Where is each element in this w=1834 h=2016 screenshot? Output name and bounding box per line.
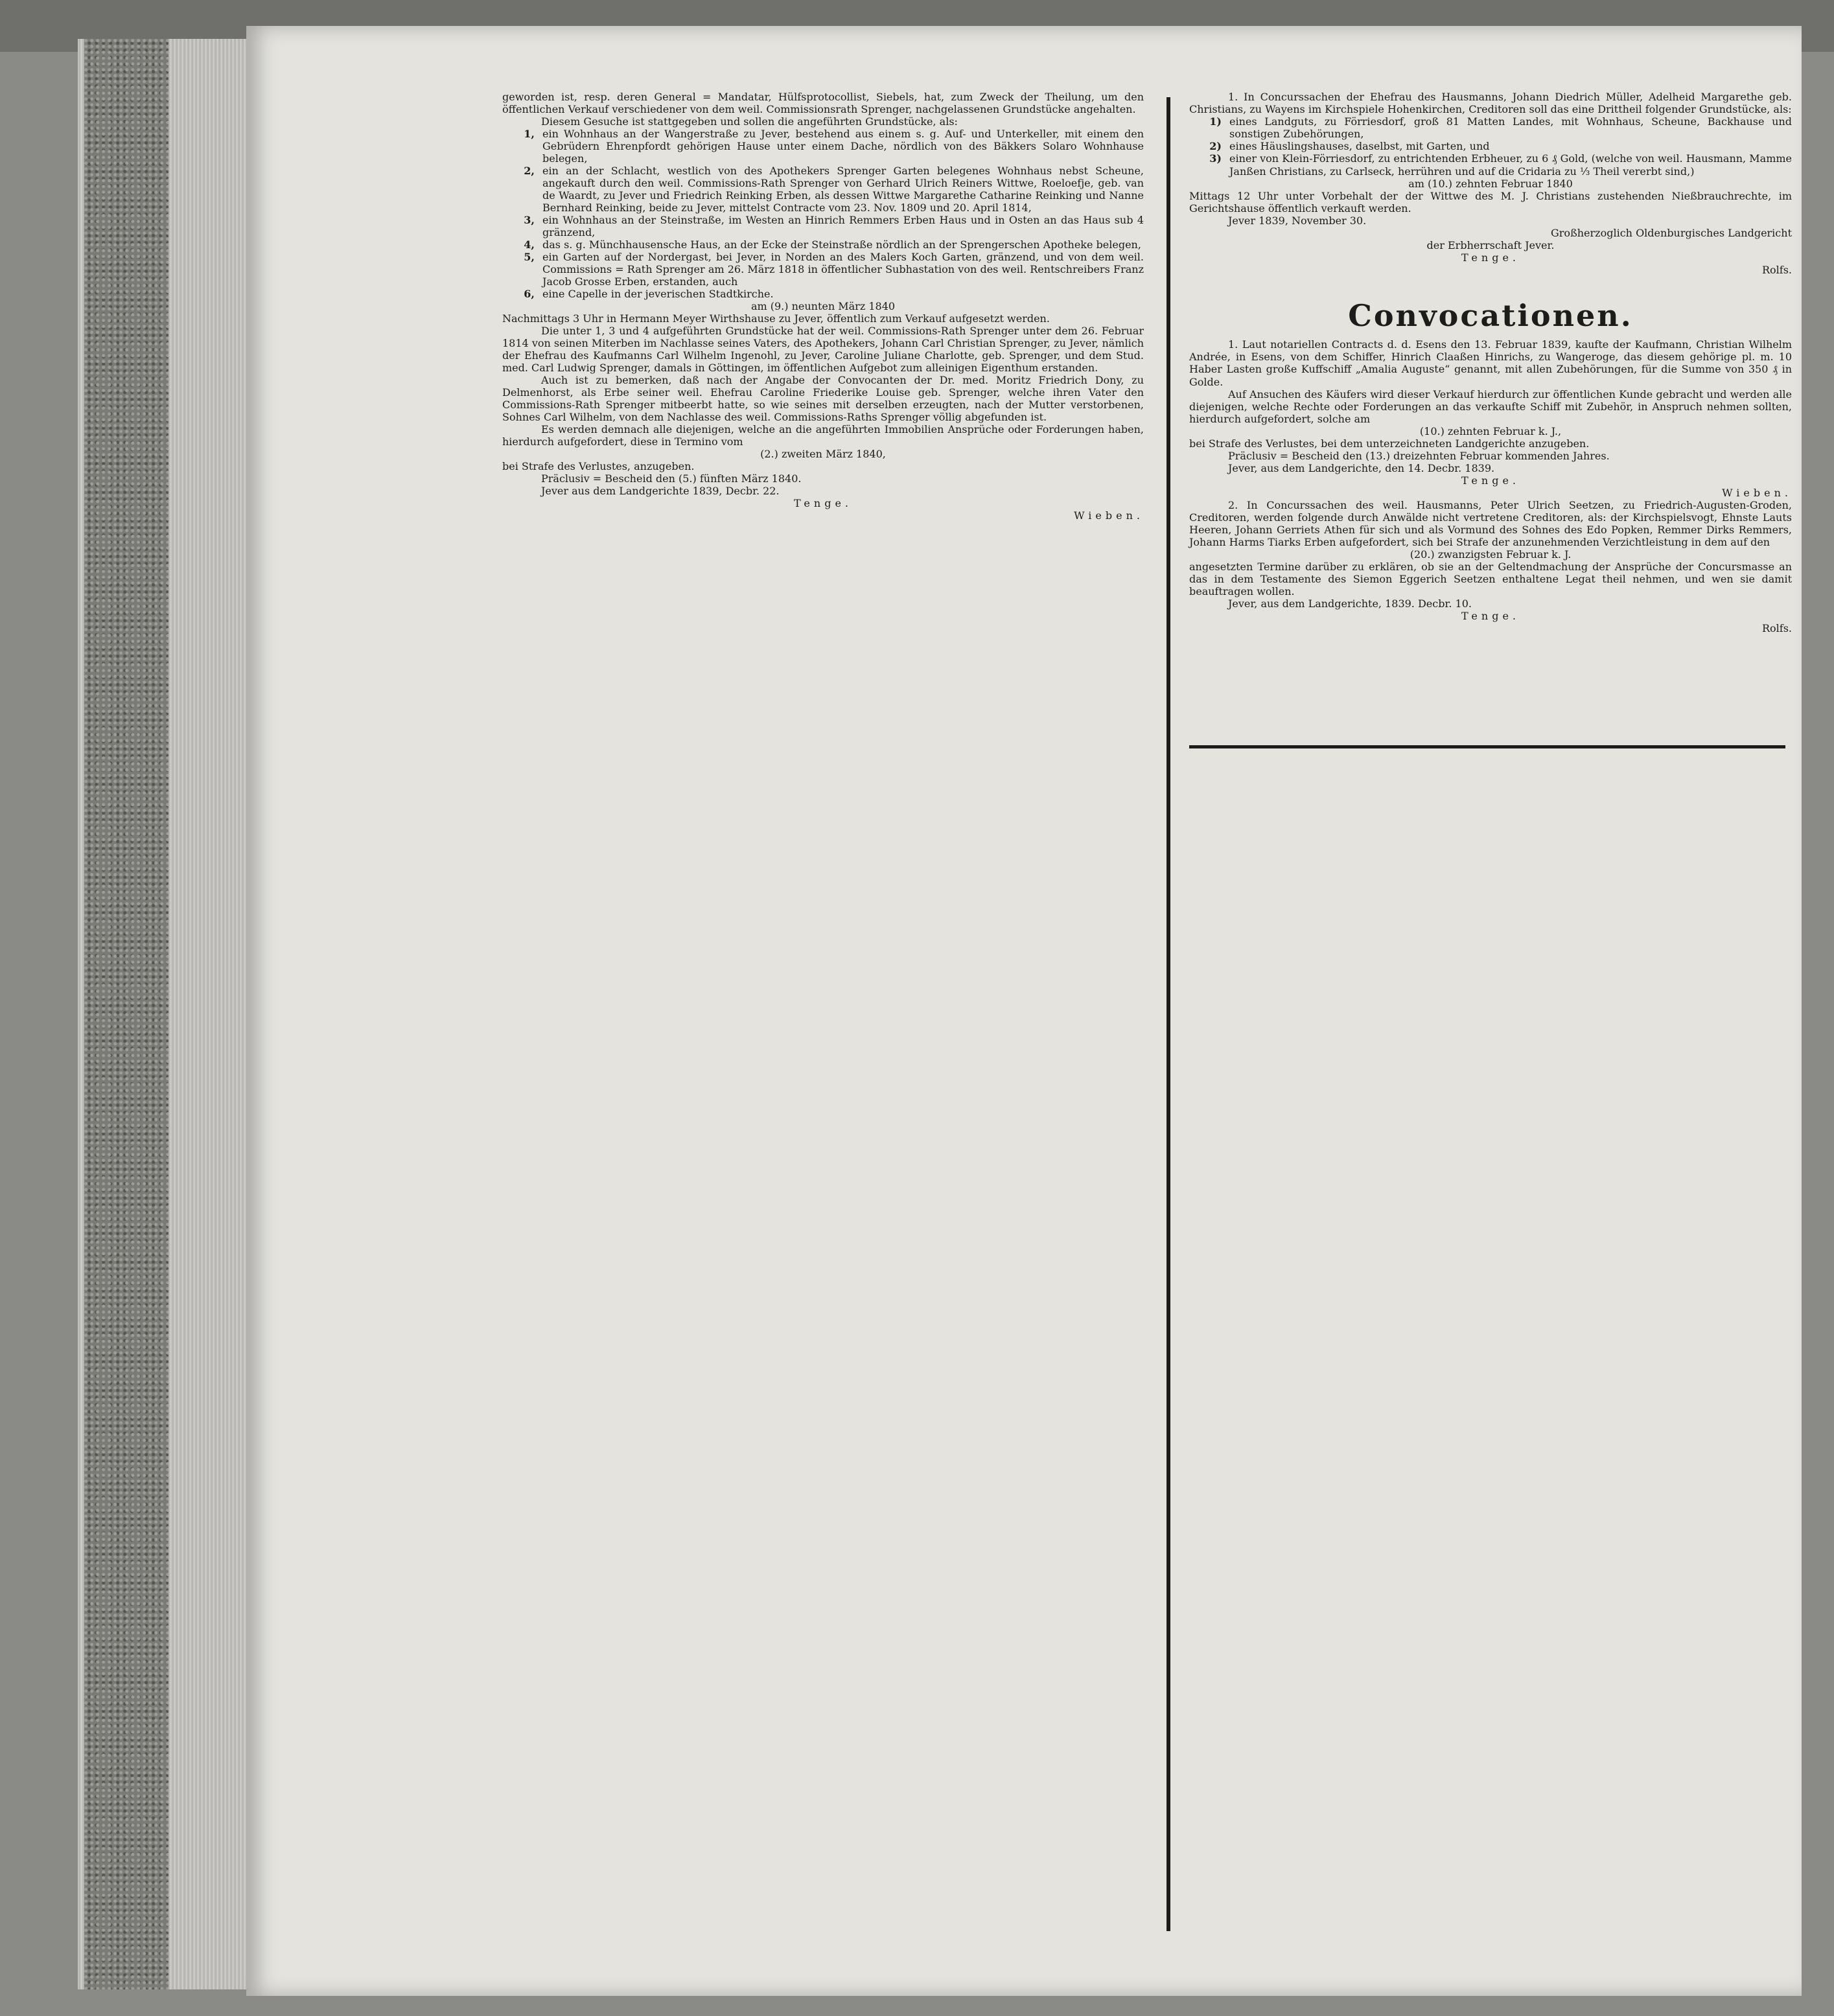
auction-date: am (10.) zehnten Februar 1840 bbox=[1408, 178, 1573, 190]
place-date: Jever 1839, November 30. bbox=[1228, 214, 1367, 227]
item-text: einer von Klein-Förriesdorf, zu entrichtenden Erbheuer, zu 6 ₰ Gold, (welche von weil. Hausmann, Mamme Janßen Christians, zu Carlseck, herrühren und auf die Cridaria zu ⅓ Theil vererbt sind,) bbox=[1229, 152, 1792, 178]
left-paragraph: Die unter 1, 3 und 4 aufgeführten Grundstücke hat der weil. Commissions-Rath Sprenger unter dem 26. Februar 1814 von seinen Miterben im Nachlasse seines Vaters, des Apothekers, Johann Carl Christian Sprenger, zu Jever, nämlich der Ehefrau des Kaufmanns Carl Wilhelm Ingenohl, zu Jever, Caroline Juliane Charlotte, geb. Sprenger, und dem Stud. med. Carl Ludwig Sprenger, damals in Göttingen, im öffentlichen Aufgebot zum alleinigen Eigenthum erstanden. bbox=[502, 325, 1144, 374]
property-item bbox=[502, 128, 1144, 165]
item-number: 3, bbox=[524, 214, 535, 226]
item-number: 3) bbox=[1209, 152, 1222, 165]
property-item bbox=[502, 238, 1144, 251]
property-item bbox=[502, 165, 1144, 214]
court-name: Großherzoglich Oldenburgisches Landgericht bbox=[1551, 227, 1792, 239]
property-item bbox=[1189, 152, 1792, 178]
item-number: 6, bbox=[524, 288, 535, 300]
preclusion-notice: Präclusiv = Bescheid den (13.) dreizehnten Februar kommenden Jahres. bbox=[1228, 450, 1610, 462]
right-paragraph: 1. In Concurssachen der Ehefrau des Hausmanns, Johann Diedrich Müller, Adelheid Margarethe geb. Christians, zu Wayens im Kirchspiele Hohenkirchen, Creditoren soll das eine Drittheil folgender Grundstücke, als: bbox=[1189, 91, 1792, 115]
left-paragraph: bei Strafe des Verlustes, anzugeben. bbox=[502, 460, 695, 472]
item-number: 1, bbox=[524, 128, 535, 140]
left-column bbox=[502, 91, 1144, 522]
item-number: 1) bbox=[1209, 115, 1222, 128]
item-number: 2, bbox=[524, 165, 535, 177]
signature: Wieben. bbox=[1074, 509, 1144, 522]
court-name: der Erbherrschaft Jever. bbox=[1426, 239, 1555, 251]
section-heading: Convocationen. bbox=[1348, 298, 1633, 333]
right-paragraph: bei Strafe des Verlustes, bei dem unterzeichneten Landgerichte anzugeben. bbox=[1189, 437, 1590, 450]
item-text: eines Häuslingshauses, daselbst, mit Garten, und bbox=[1229, 140, 1490, 152]
term-date: (20.) zwanzigsten Februar k. J. bbox=[1410, 548, 1572, 561]
item-text: ein an der Schlacht, westlich von des Apothekers Sprenger Garten belegenes Wohnhaus nebst Scheune, angekauft durch den weil. Commissions-Rath Sprenger von Gerhard Ulrich Reiners Wittwe, Roeloefje, geb. van de Waardt, zu Jever und Friedrich Reinking Erben, als dessen Wittwe Margarethe Catharine Reinking und Nanne Bernhard Reinking, beide zu Jever, mittelst Contracte vom 23. Nov. 1809 und 20. April 1814, bbox=[542, 165, 1144, 214]
preclusion-notice: Präclusiv = Bescheid den (5.) fünften März 1840. bbox=[541, 472, 802, 485]
item-text: das s. g. Münchhausensche Haus, an der Ecke der Steinstraße nördlich an der Sprengerschen Apotheke belegen, bbox=[542, 238, 1141, 251]
property-item bbox=[1189, 115, 1792, 140]
signature: Rolfs. bbox=[1761, 264, 1792, 276]
place-date: Jever aus dem Landgerichte 1839, Decbr. 22. bbox=[541, 485, 780, 497]
column-divider bbox=[1167, 97, 1170, 1931]
item-number: 5, bbox=[524, 251, 535, 263]
left-paragraph: Diesem Gesuche ist stattgegeben und sollen die angeführten Grundstücke, als: bbox=[541, 115, 958, 128]
right-paragraph: 2. In Concurssachen des weil. Hausmanns, Peter Ulrich Seetzen, zu Friedrich-Augusten-Groden, Creditoren, werden folgende durch Anwälde nicht vertretene Creditoren, als: der Kirchspielsvogt, Ehnste Lauts Heeren, Johann Gerriets Athen für sich und als Vormund des Sohnes des Edo Popken, Remmer Dirks Remmers, Johann Harms Tiarks Erben aufgefordert, sich bei Strafe der anzunehmenden Verzichtleistung in dem auf den bbox=[1189, 499, 1792, 548]
signature: Rolfs. bbox=[1761, 622, 1792, 634]
signature: Tenge. bbox=[1461, 610, 1520, 622]
item-text: ein Wohnhaus an der Wangerstraße zu Jever, bestehend aus einem s. g. Auf- und Unterkeller, mit einem den Gebrüdern Ehrenpfordt gehörigen Hause unter einem Dache, nördlich von des Bäkkers Solaro Wohnhause belegen, bbox=[542, 128, 1144, 165]
left-paragraph: Nachmittags 3 Uhr in Hermann Meyer Wirthshause zu Jever, öffentlich zum Verkauf aufgesetzt werden. bbox=[502, 312, 1050, 325]
signature: Tenge. bbox=[794, 497, 852, 509]
right-column bbox=[1189, 91, 1792, 634]
signature: Tenge. bbox=[1461, 474, 1520, 487]
term-date: (2.) zweiten März 1840, bbox=[760, 448, 886, 460]
signature: Wieben. bbox=[1722, 487, 1792, 499]
right-paragraph: Auf Ansuchen des Käufers wird dieser Verkauf hierdurch zur öffentlichen Kunde gebracht und werden alle diejenigen, welche Rechte oder Forderungen an das verkaufte Schiff mit Zubehör, in Anspruch nehmen sollten, hierdurch aufgefordert, solche am bbox=[1189, 388, 1792, 425]
item-text: ein Wohnhaus an der Steinstraße, im Westen an Hinrich Remmers Erben Haus und in Osten an das Haus sub 4 gränzend, bbox=[542, 214, 1144, 238]
item-number: 4, bbox=[524, 238, 535, 251]
right-paragraph: Mittags 12 Uhr unter Vorbehalt der der Wittwe des M. J. Christians zustehenden Nießbrauchrechte, im Gerichtshause öffentlich verkauft werden. bbox=[1189, 190, 1792, 214]
item-text: eines Landguts, zu Förriesdorf, groß 81 Matten Landes, mit Wohnhaus, Scheune, Backhause und sonstigen Zubehörungen, bbox=[1229, 115, 1792, 140]
item-text: ein Garten auf der Nordergast, bei Jever, in Norden an des Malers Koch Garten, gränzend, und von dem weil. Commissions = Rath Sprenger am 26. März 1818 in öffentlicher Subhastation von des weil. Rentschreibers Franz Jacob Grosse Erben, erstanden, auch bbox=[542, 251, 1144, 288]
left-paragraph: geworden ist, resp. deren General = Mandatar, Hülfsprotocollist, Siebels, hat, zum Zweck der Theilung, um den öffentlichen Verkauf verschiedener von dem weil. Commissionsrath Sprenger, nachgelassenen Grundstücke angehalten. bbox=[502, 91, 1144, 115]
term-date: (10.) zehnten Februar k. J., bbox=[1419, 425, 1562, 437]
signature: Tenge. bbox=[1461, 251, 1520, 264]
item-text: eine Capelle in der jeverischen Stadtkirche. bbox=[542, 288, 774, 300]
property-item bbox=[502, 251, 1144, 288]
left-paragraph: Auch ist zu bemerken, daß nach der Angabe der Convocanten der Dr. med. Moritz Friedrich Dony, zu Delmenhorst, als Erbe seiner weil. Ehefrau Caroline Friederike Louise geb. Sprenger, welche ihren Vater den Commissions-Rath Sprenger mitbeerbt hatte, so wie seines mit derselben erzeugten, nach der Mutter verstorbenen, Sohnes Carl Wilhelm, von dem Nachlasse des weil. Commissions-Raths Sprenger völlig abgefunden ist. bbox=[502, 374, 1144, 423]
left-paragraph: Es werden demnach alle diejenigen, welche an die angeführten Immobilien Ansprüche oder Forderungen haben, hierdurch aufgefordert, diese in Termino vom bbox=[502, 423, 1144, 448]
property-item bbox=[502, 214, 1144, 238]
place-date: Jever, aus dem Landgerichte, den 14. Decbr. 1839. bbox=[1228, 462, 1495, 474]
right-paragraph: 1. Laut notariellen Contracts d. d. Esens den 13. Februar 1839, kaufte der Kaufmann, Christian Wilhelm Andrée, in Esens, von dem Schiffer, Hinrich Claaßen Hinrichs, zu Wangeroge, das diesem gehörige pl. m. 10 Haber Lasten große Kuffschiff „Amalia Auguste“ genannt, mit allen Zubehörungen, für die Summe von 350 ₰ in Golde. bbox=[1189, 338, 1792, 388]
item-number: 2) bbox=[1209, 140, 1222, 152]
property-item bbox=[1189, 140, 1792, 152]
auction-date: am (9.) neunten März 1840 bbox=[750, 300, 896, 312]
book-cover-marbled bbox=[84, 39, 168, 1989]
section-rule bbox=[1189, 745, 1785, 748]
place-date: Jever, aus dem Landgerichte, 1839. Decbr. 10. bbox=[1228, 597, 1472, 610]
property-item bbox=[502, 288, 1144, 300]
right-paragraph: angesetzten Termine darüber zu erklären, ob sie an der Geltendmachung der Ansprüche der Concursmasse an das in dem Testamente des Siemon Eggerich Seetzen enthaltene Legat theil nehmen, und wen sie damit beauftragen wollen. bbox=[1189, 561, 1792, 597]
